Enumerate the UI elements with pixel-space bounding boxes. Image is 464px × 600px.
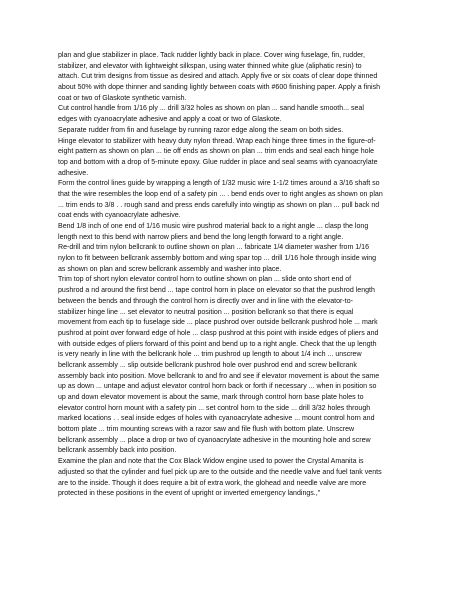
body-text: [58, 51, 418, 500]
text-line: that the wire resembles the loop end of a safety pin ... . bend ends over to right angles as shown on plan: [58, 190, 383, 198]
text-line: with outside edges of pliers forward of this point and bend up to a right angle. Check that the up length: [58, 340, 377, 348]
text-line: Bend 1/8 inch of one end of 1/16 music wire pushrod material back to a right angle ... clasp the long: [58, 223, 369, 230]
text-line: up as down ... untape and adjust elevator control horn back or forth if necessary ... when in position so: [58, 383, 377, 391]
text-line: attach. Cut trim designs from tissue as desired and attach. Apply five or six coats of clear dope thinned: [58, 73, 378, 81]
text-line: Form the control lines guide by wrapping a length of 1/32 music wire 1-1/2 times around a 3/16 shaft so: [58, 180, 380, 188]
text-line: adhesive.: [58, 169, 89, 177]
text-line: eight pattern as shown on plan ... tie off ends as shown on plan ... trim ends and seal each hinge hole: [58, 148, 375, 156]
text-line: nylon to fit between bellcrank assembly bottom and wing spar top ... drill 1/16 hole through inside wing: [58, 255, 377, 263]
text-line: pushrod a nd around the first bend ... tape control horn in place on elevator so that the pushrod length: [58, 287, 375, 295]
text-line: Cut control handle from 1/16 ply ... drill 3/32 holes as shown on plan ... sand handle smooth... seal: [58, 105, 364, 113]
text-line: stabilizer, and elevator with lightweight silkspan, using water thinned white glue (aliphatic resin) to: [58, 62, 362, 70]
text-line: movement from each tip to fuselage side ... place pushrod over outside bellcrank pushrod hole ... mark: [58, 319, 378, 327]
text-line: protected in these positions in the event of upright or inverted emergency landings.,": [58, 490, 321, 498]
text-line: bottom plate ... trim mounting screws with a razor saw and file flush with bottom plate. Unscrew: [58, 426, 355, 434]
text-line: Examine the plan and note that the Cox Black Widow engine used to power the Crystal Amanita is: [58, 458, 364, 466]
text-line: Re-drill and trim nylon bellcrank to outline shown on plan ... fabricate 1/4 diameter washer from 1/16: [58, 244, 370, 252]
text-line: up and down elevator movement is about the same, mark through control horn base plate holes to: [58, 394, 364, 401]
text-line: Hinge elevator to stabilizer with heavy duty nylon thread. Wrap each hinge three times in the figure-of-: [58, 137, 376, 145]
text-line: bellcrank assembly ... slip outside bellcrank pushrod hole over pushrod end and screw bellcrank: [58, 361, 357, 369]
text-line: assembly back into position. Move bellcrank to and fro and see if elevator movement is about the same: [58, 372, 380, 380]
text-line: as shown on plan and screw bellcrank assembly and washer into place.: [58, 265, 282, 273]
text-line: edges with cyanoacrylate adhesive and apply a coat or two of Glaskote.: [58, 116, 282, 124]
text-line: between the bends and through the control horn is directly over and in line with the elevator-to-: [58, 297, 353, 305]
text-line: ... trim ends to 3/8 . . rough sand and press ends carefully into wingtip as shown on plan ... pull back nd: [58, 201, 380, 209]
text-line: is very nearly in line with the bellcrank hole ... trim pushrod up length to about 1/4 inch ... unscrew: [58, 351, 362, 359]
text-line: bellcrank assembly back into position.: [58, 447, 177, 455]
text-line: adjusted so that the cylinder and fuel pick up are to the outside and the needle valve and fuel tank vents: [58, 468, 382, 476]
text-line: coat ends with cyanoacrylate adhesive.: [58, 212, 181, 220]
text-line: plan and glue stabilizer in place. Tack rudder lightly back in place. Cover wing fuselage, fin, rudder,: [58, 52, 365, 59]
text-line: are to the inside. Though it does require a bit of extra work, the glohead and needle valve are more: [58, 479, 367, 487]
text-line: Trim top of short nylon elevator control horn to outline shown on plan ... slide onto short end of: [58, 276, 352, 284]
text-line: coat or two of Glaskote synthetic varnish.: [58, 94, 187, 102]
text-line: Separate rudder from fin and fuselage by running razor edge along the seam on both sides.: [58, 126, 344, 134]
text-line: elevator control horn mount with a safety pin ... set control horn to the side ... drill 3/32 holes through: [58, 404, 371, 412]
text-line: marked locations . . seal inside edges of holes with cyanoacrylate adhesive ... mount control horn and: [58, 415, 375, 423]
text-line: bellcrank assembly ... place a drop or two of cyanoacrylate adhesive in the mounting hole and screw: [58, 436, 371, 444]
text-line: about 50% with dope thinner and sanding lightly between coats with #600 finishing paper. Apply a finish: [58, 84, 381, 92]
text-line: stabilizer hinge line ... set elevator to neutral position ... position bellcrank so that there is equal: [58, 308, 354, 316]
text-line: pushrod at point over forward edge of hole ... clasp pushrod at this point with inside edges of pliers and: [58, 329, 379, 337]
text-line: top and bottom with a drop of 5-minute epoxy. Glue rudder in place and seal seams with cyanoacrylate: [58, 158, 378, 166]
text-line: length next to this bend with narrow pliers and bend the long length forward to a right angle.: [58, 233, 344, 241]
